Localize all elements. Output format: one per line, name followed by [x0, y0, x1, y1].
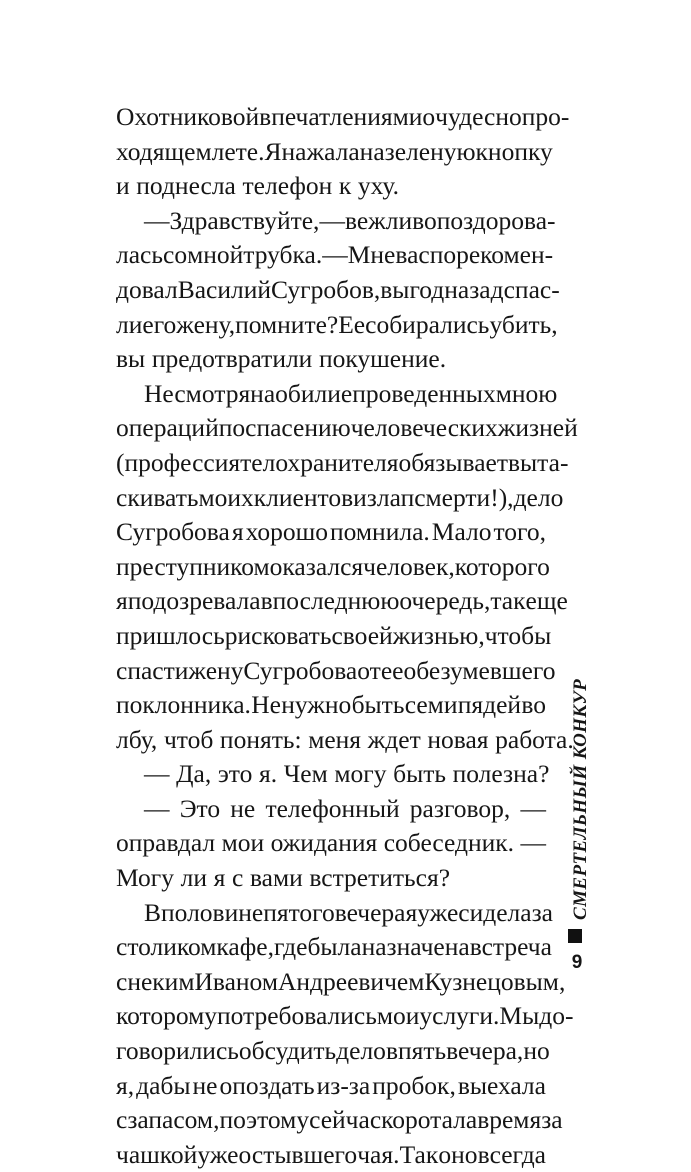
text-line: ли его жену, помните? Ее собирались убить, [116, 309, 558, 339]
text-line: и поднесла телефон к уху. [116, 171, 400, 201]
text-line: с запасом, поэтому сейчас коротала время за [116, 1105, 563, 1135]
text-line: Охотниковой впечатлениями о чудесно про- [116, 102, 570, 131]
text-line: говорились обсудить дело в пять вечера, но [116, 1036, 550, 1066]
text-line: — Это не телефонный разговор, — [144, 793, 546, 823]
text-line: Могу ли я с вами встретиться? [116, 863, 451, 893]
text-line: Сугробова я хорошо помнила. Мало того, [116, 517, 546, 547]
text-line: (профессия телохранителя обязывает выта- [116, 447, 569, 477]
text-line: оправдал мои ожидания собеседник. — [116, 828, 546, 858]
text-line: скивать моих клиентов из лап смерти!), дело [116, 482, 564, 512]
running-head: СМЕРТЕЛЬНЫЙ КОНКУР [570, 678, 591, 920]
body-text [116, 100, 578, 1172]
text-line: — Здравствуйте, — вежливо поздорова- [144, 205, 556, 235]
running-head-marker [568, 929, 582, 943]
text-line: я подозревала в последнюю очередь, так еще [116, 586, 568, 616]
text-line: операций по спасению человеческих жизней [116, 413, 578, 443]
text-line: довал Василий Сугробов, вы год назад спас- [116, 274, 560, 304]
text-line: лась со мной трубка. — Мне вас порекомен- [116, 240, 554, 270]
text-line: ходящем лете. Я нажала на зеленую кнопку [116, 136, 553, 166]
text-line: поклонника. Не нужно быть семи пядей во [116, 690, 546, 720]
text-line: — Да, это я. Чем могу быть полезна? [144, 759, 550, 789]
text-line: В половине пятого вечера я уже сидела за [144, 897, 553, 927]
page-number: 9 [571, 952, 583, 973]
text-line: пришлось рисковать своей жизнью, чтобы [116, 620, 552, 650]
text-line: спасти жену Сугробова от ее обезумевшего [116, 655, 556, 685]
text-line: лбу, чтоб понять: меня ждет новая работа. [116, 724, 574, 754]
text-line: вы предотвратили покушение. [116, 344, 447, 374]
text-line: Несмотря на обилие проведенных мною [144, 378, 558, 408]
text-line: я, дабы не опоздать из-за пробок, выехала [116, 1070, 546, 1100]
text-line: чашкой уже остывшего чая. Так оно всегда [116, 1139, 546, 1169]
text-line: преступником оказался человек, которого [116, 551, 550, 581]
text-line: с неким Иваном Андреевичем Кузнецовым, [116, 966, 566, 996]
text-line: которому потребовались мои услуги. Мы до- [116, 1001, 574, 1031]
text-line: столиком кафе, где была назначена встреча [116, 932, 552, 962]
